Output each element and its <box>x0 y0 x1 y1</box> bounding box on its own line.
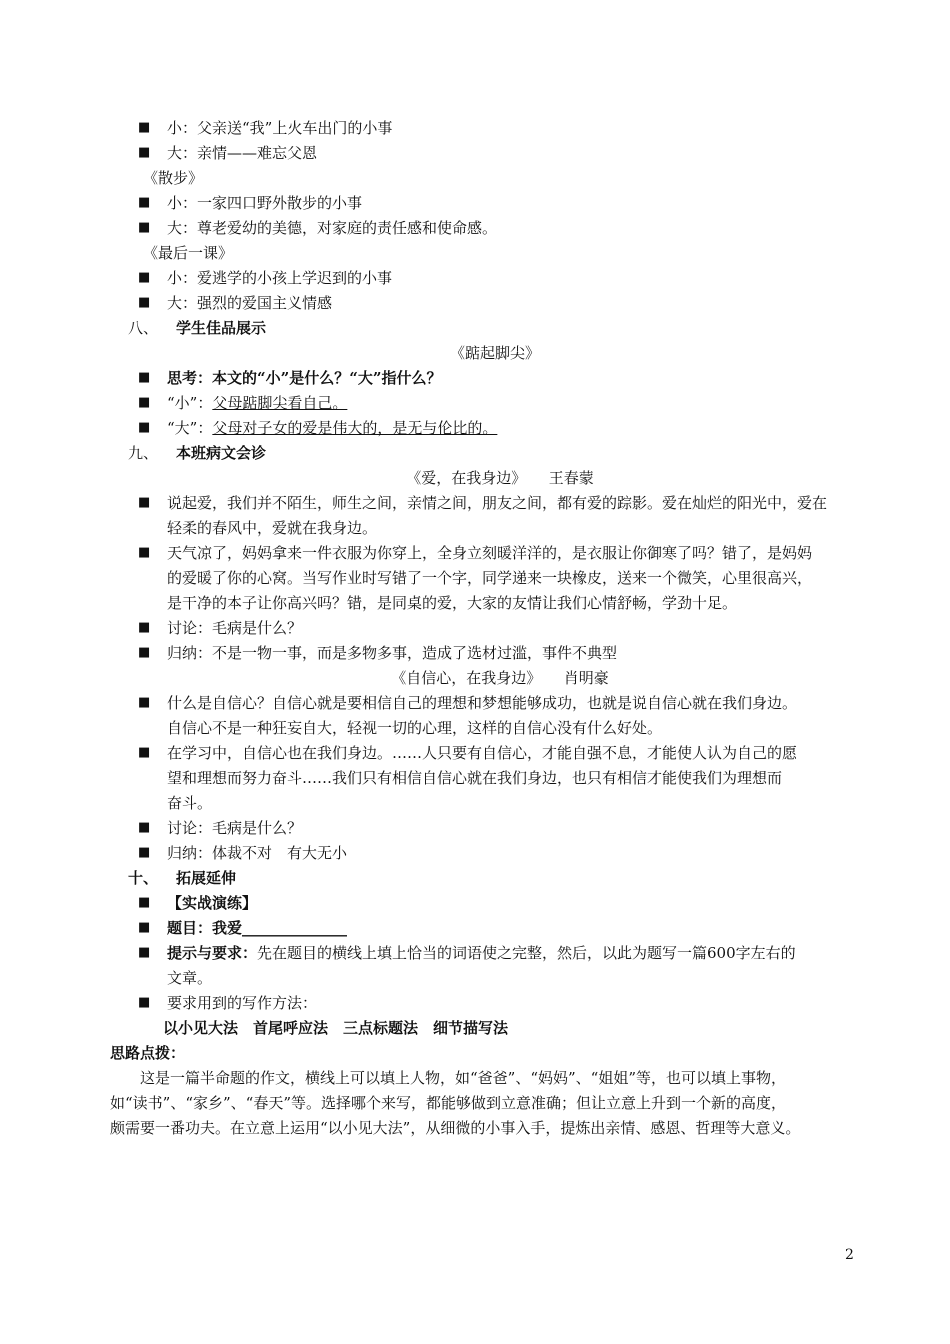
list-item: ■ 小：一家四口野外散步的小事 <box>167 192 362 214</box>
section-number: 八、 <box>128 319 159 337</box>
section-heading: 学生佳品展示 <box>176 319 267 337</box>
paragraph-line: 这是一篇半命题的作文，横线上可以填上人物，如“爸爸”、“妈妈”、“姐姐”等，也可以填上事物， <box>140 1069 787 1087</box>
practice-hint <box>167 942 796 964</box>
paragraph-line: 自信心不是一种狂妄自大，轻视一切的心理，这样的自信心没有什么好处。 <box>167 719 663 737</box>
essay-title: 《最后一课》 <box>143 244 234 262</box>
answer-label: “小”： <box>167 394 213 412</box>
list-item: ■ 归纳：不是一物一事，而是多物多事，造成了选材过滥，事件不典型 <box>167 642 617 664</box>
paragraph-line: ■ 什么是自信心？自信心就是要相信自己的理想和梦想能够成功，也就是说自信心就在我们身边。 <box>167 692 797 714</box>
page-number: 2 <box>845 1247 854 1263</box>
answer-label: “大”： <box>167 419 213 437</box>
list-item: ■ 小：爱逃学的小孩上学迟到的小事 <box>167 267 392 289</box>
hint-text: 先在题目的横线上填上恰当的词语使之完整，然后，以此为题写一篇600字左右的 <box>257 944 796 962</box>
paragraph-line: 望和理想而努力奋斗……我们只有相信自信心就在我们身边，也只有相信才能使我们为理想而 <box>167 769 783 787</box>
essay-title: 《散步》 <box>143 169 204 187</box>
answer-text: 父母踮脚尖看自己。 <box>212 394 348 412</box>
answer-text: 父母对子女的爱是伟大的，是无与伦比的。 <box>212 419 498 437</box>
paragraph-line: ■ 天气凉了，妈妈拿来一件衣服为你穿上，全身立刻暖洋洋的，是衣服让你御寒了吗？错了，是妈妈 <box>167 542 812 564</box>
hint-label: 提示与要求： <box>167 944 258 962</box>
guide-heading: 思路点拨： <box>110 1044 186 1062</box>
list-item: ■ 讨论：毛病是什么？ <box>167 817 302 839</box>
practice-title: ■ 【实战演练】 <box>167 892 257 914</box>
essay-title: 《踮起脚尖》 <box>449 344 540 362</box>
answer-small <box>167 392 347 414</box>
list-item: ■ 小：父亲送“我”上火车出门的小事 <box>167 117 392 139</box>
list-item: ■ 归纳：体裁不对 有大无小 <box>167 842 347 864</box>
list-item: ■ 讨论：毛病是什么？ <box>167 617 302 639</box>
list-item: ■ 要求用到的写作方法： <box>167 992 317 1014</box>
list-item: ■ 大：强烈的爱国主义情感 <box>167 292 332 314</box>
paragraph-line: 的爱暖了你的心窝。当写作业时写错了一个字，同学递来一块橡皮，送来一个微笑，心里很高兴， <box>167 569 813 587</box>
paragraph-line: 奋斗。 <box>167 794 213 812</box>
section-heading: 本班病文会诊 <box>176 444 267 462</box>
paragraph-line: 轻柔的春风中，爱就在我身边。 <box>167 519 378 537</box>
section-number: 九、 <box>128 444 159 462</box>
paragraph-line: 文章。 <box>167 969 213 987</box>
paragraph-line: ■ 在学习中，自信心也在我们身边。……人只要有自信心，才能自强不息，才能使人认为自己的愿 <box>167 742 797 764</box>
list-item: ■ 大：亲情——难忘父恩 <box>167 142 317 164</box>
answer-big <box>167 417 497 439</box>
paragraph-line: 颇需要一番功夫。在立意上运用“以小见大法”，从细微的小事入手，提炼出亲情、感恩、哲理等大意义。 <box>110 1119 801 1137</box>
section-heading: 拓展延伸 <box>176 869 237 887</box>
paragraph-line: ■ 说起爱，我们并不陌生，师生之间，亲情之间，朋友之间，都有爱的踪影。爱在灿烂的阳光中，爱在 <box>167 492 827 514</box>
paragraph-line: 是干净的本子让你高兴吗？错，是同桌的爱，大家的友情让我们心情舒畅，学劲十足。 <box>167 594 738 612</box>
question: ■ 思考：本文的“小”是什么？“大”指什么？ <box>167 367 442 389</box>
practice-topic: ■ 题目：我爱______________ <box>167 917 347 939</box>
writing-methods: 以小见大法 首尾呼应法 三点标题法 细节描写法 <box>163 1019 509 1037</box>
section-number: 十、 <box>128 869 159 887</box>
essay-title: 《爱，在我身边》 王春蒙 <box>406 469 594 487</box>
paragraph-line: 如“读书”、“家乡”、“春天”等。选择哪个来写，都能够做到立意准确；但让立意上升到一个新的高度， <box>110 1094 787 1112</box>
list-item: ■ 大：尊老爱幼的美德，对家庭的责任感和使命感。 <box>167 217 497 239</box>
essay-title: 《自信心，在我身边》 肖明豪 <box>391 669 609 687</box>
